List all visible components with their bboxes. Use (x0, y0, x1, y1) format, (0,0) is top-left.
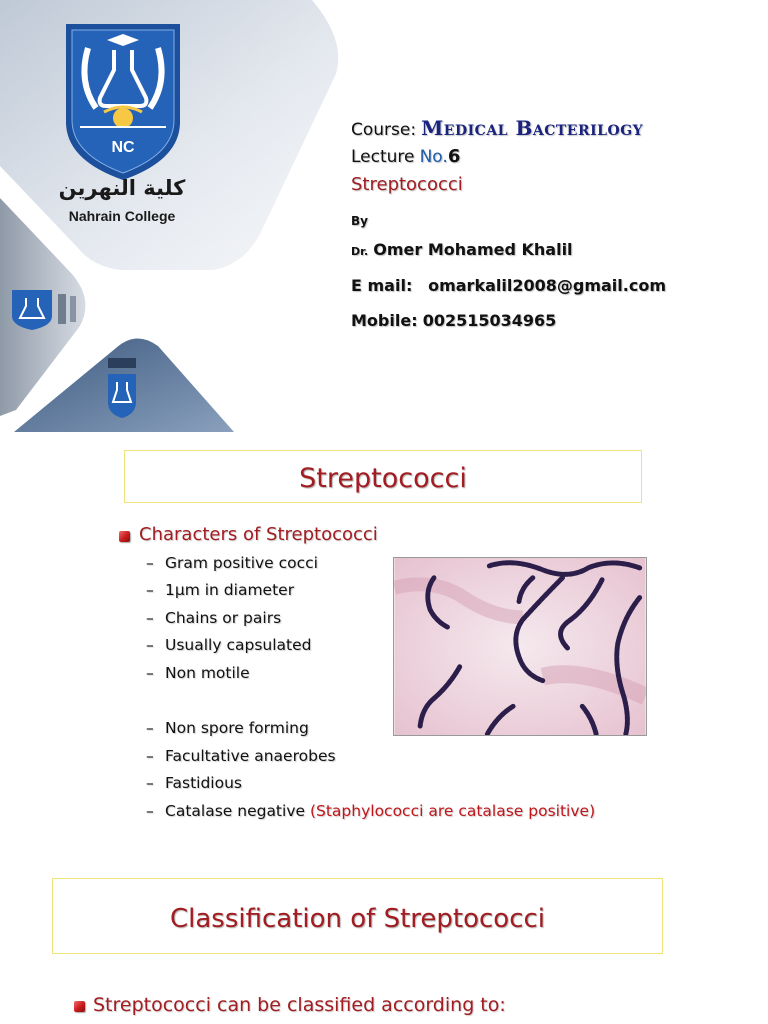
college-logo-tiny (104, 356, 140, 420)
college-logo (62, 22, 184, 182)
course-label: Course: (351, 120, 417, 140)
lecture-line (351, 146, 460, 167)
by-label: By (351, 214, 368, 228)
classification-heading: Streptococci can be classified according to: (93, 994, 506, 1016)
list-item: – Catalase negative (Staphylococci are catalase positive) (146, 802, 596, 820)
college-name-english: Nahrain College (68, 208, 176, 224)
characters-slide-title: Streptococci (299, 463, 467, 494)
presenter-prefix: Dr. (351, 245, 369, 258)
classification-slide-title-box (52, 878, 663, 954)
lecture-no-label: No. (419, 147, 448, 167)
list-item: – 1µm in diameter (146, 581, 295, 599)
bullet-square-icon (74, 1001, 85, 1012)
lecture-number: 6 (447, 146, 461, 167)
list-item: – Usually capsulated (146, 636, 312, 654)
list-item: – Non spore forming (146, 719, 309, 737)
email-line (351, 276, 666, 295)
list-item: – Fastidious (146, 774, 242, 792)
list-item: – Chains or pairs (146, 609, 282, 627)
mobile-line (351, 311, 556, 330)
catalase-note: (Staphylococci are catalase positive) (309, 802, 596, 820)
mobile-number: 002515034965 (422, 311, 557, 330)
characters-heading: Characters of Streptococci (139, 524, 378, 545)
lecture-label: Lecture (351, 147, 415, 167)
title-slide (0, 0, 768, 432)
characters-slide-title-box (124, 450, 642, 503)
classification-slide-title: Classification of Streptococci (169, 904, 546, 934)
college-name-arabic: كلية النهرين (58, 176, 186, 200)
list-item: – Non motile (146, 664, 250, 682)
micrograph-streptococci-chains-icon (393, 557, 647, 736)
presenter-line (351, 240, 573, 259)
course-name: Medical Bacterilogy (421, 116, 644, 140)
mobile-label: Mobile: (351, 311, 418, 330)
lecture-topic: Streptococci (351, 174, 463, 195)
email-label: E mail: (351, 276, 413, 295)
bullet-square-icon (119, 531, 130, 542)
college-logo-small (8, 288, 94, 330)
logo-badge-text: NC (111, 139, 135, 156)
course-line (351, 116, 643, 140)
list-item: – Gram positive cocci (146, 554, 318, 572)
email-address[interactable]: omarkalil2008@gmail.com (428, 276, 666, 295)
list-item: – Facultative anaerobes (146, 747, 336, 765)
presenter-name: Omer Mohamed Khalil (373, 240, 573, 259)
